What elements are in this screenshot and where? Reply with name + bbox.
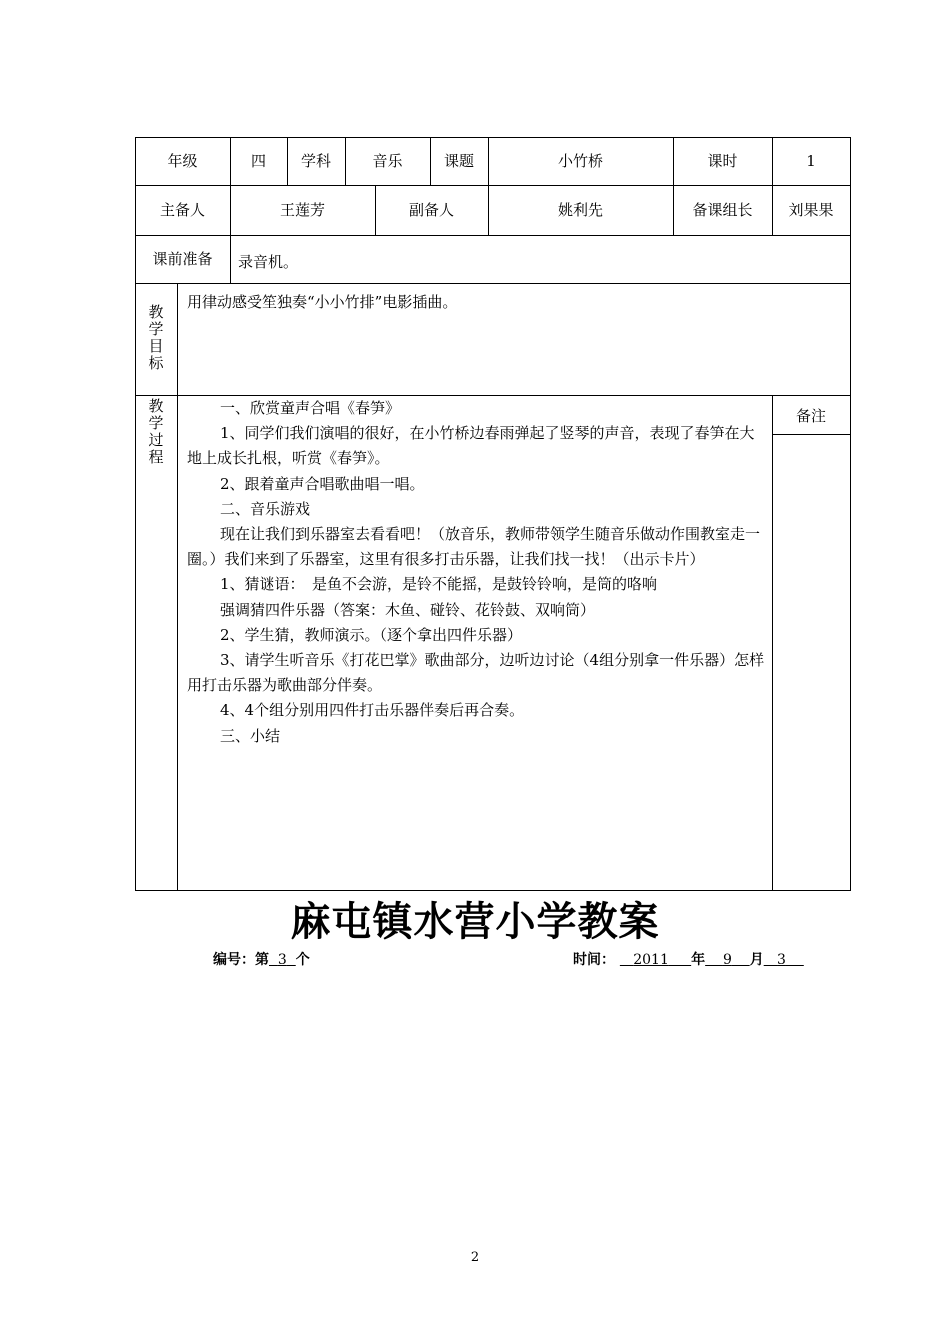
process-line: 1、猜谜语： 是鱼不会游，是铃不能摇，是鼓铃铃响，是筒的咯响 [220, 575, 658, 594]
assistant-label: 副备人 [408, 200, 454, 219]
process-line: 三、小结 [220, 726, 281, 745]
table-border [850, 137, 851, 891]
assistant-value: 姚利先 [557, 200, 603, 219]
remark-label: 备注 [795, 407, 826, 425]
process-line: 现在让我们到乐器室去看看吧！（放音乐，教师带领学生随音乐做动作围教室走一圈。）我们来到了乐器室，这里有很多打击乐器，让我们找一找！（出示卡片） [187, 525, 761, 569]
month-label: 月 [749, 952, 764, 968]
subject-label: 学科 [300, 151, 331, 170]
table-border [135, 235, 851, 236]
process-line: 一、欣赏童声合唱《春笋》 [220, 399, 401, 417]
goal-label: 教学目标 [148, 303, 164, 372]
topic-label: 课题 [443, 151, 474, 170]
grade-value: 四 [250, 151, 266, 170]
table-border [772, 434, 851, 435]
number-prefix: 编号：第 [213, 952, 269, 968]
year-value: 2011 [633, 952, 669, 968]
number-suffix: 个 [295, 952, 310, 968]
number-value: 3 [277, 952, 287, 968]
day-value: 3 [777, 952, 786, 968]
table-border [135, 283, 851, 284]
period-label: 课时 [707, 151, 738, 170]
topic-value: 小竹桥 [557, 151, 603, 170]
prep-label: 课前准备 [152, 249, 213, 268]
time-label: 时间： [573, 952, 615, 968]
goal-value: 用律动感受笙独奏“小小竹排”电影插曲。 [187, 293, 458, 311]
page-number: 2 [470, 1250, 480, 1265]
process-line: 4、4个组分别用四件打击乐器伴奏后再合奏。 [220, 701, 525, 720]
process-line: 2、学生猜，教师演示。（逐个拿出四件乐器） [220, 625, 523, 644]
table-border [177, 283, 178, 891]
process-line: 3、请学生听音乐《打花巴掌》歌曲部分，边听边讨论（4组分别拿一件乐器）怎样用打击乐器为歌曲部分伴奏。 [187, 651, 765, 695]
lesson-date [573, 949, 804, 969]
grade-label: 年级 [167, 151, 198, 170]
lesson-number [213, 949, 310, 969]
period-value: 1 [806, 151, 816, 170]
table-border [772, 395, 773, 891]
main-preparer-value: 王莲芳 [279, 200, 325, 219]
month-value: 9 [722, 952, 732, 968]
document-title: 麻屯镇水营小学教案 [290, 899, 660, 945]
subject-value: 音乐 [372, 151, 403, 170]
process-line: 1、同学们我们演唱的很好，在小竹桥边春雨弹起了竖琴的声音，表现了春笋在大地上成长扎根，听赏《春笋》。 [187, 424, 755, 468]
group-leader-value: 刘果果 [788, 200, 834, 219]
process-label: 教学过程 [148, 397, 164, 466]
table-border [135, 890, 851, 891]
process-line: 二、音乐游戏 [220, 499, 311, 518]
process-line: 2、跟着童声合唱歌曲唱一唱。 [220, 474, 425, 493]
process-content [187, 396, 765, 749]
year-label: 年 [691, 952, 706, 968]
prep-value: 录音机。 [238, 253, 299, 271]
main-preparer-label: 主备人 [159, 200, 205, 219]
group-leader-label: 备课组长 [692, 200, 753, 219]
process-line: 强调猜四件乐器（答案：木鱼、碰铃、花铃鼓、双响筒） [220, 600, 596, 619]
